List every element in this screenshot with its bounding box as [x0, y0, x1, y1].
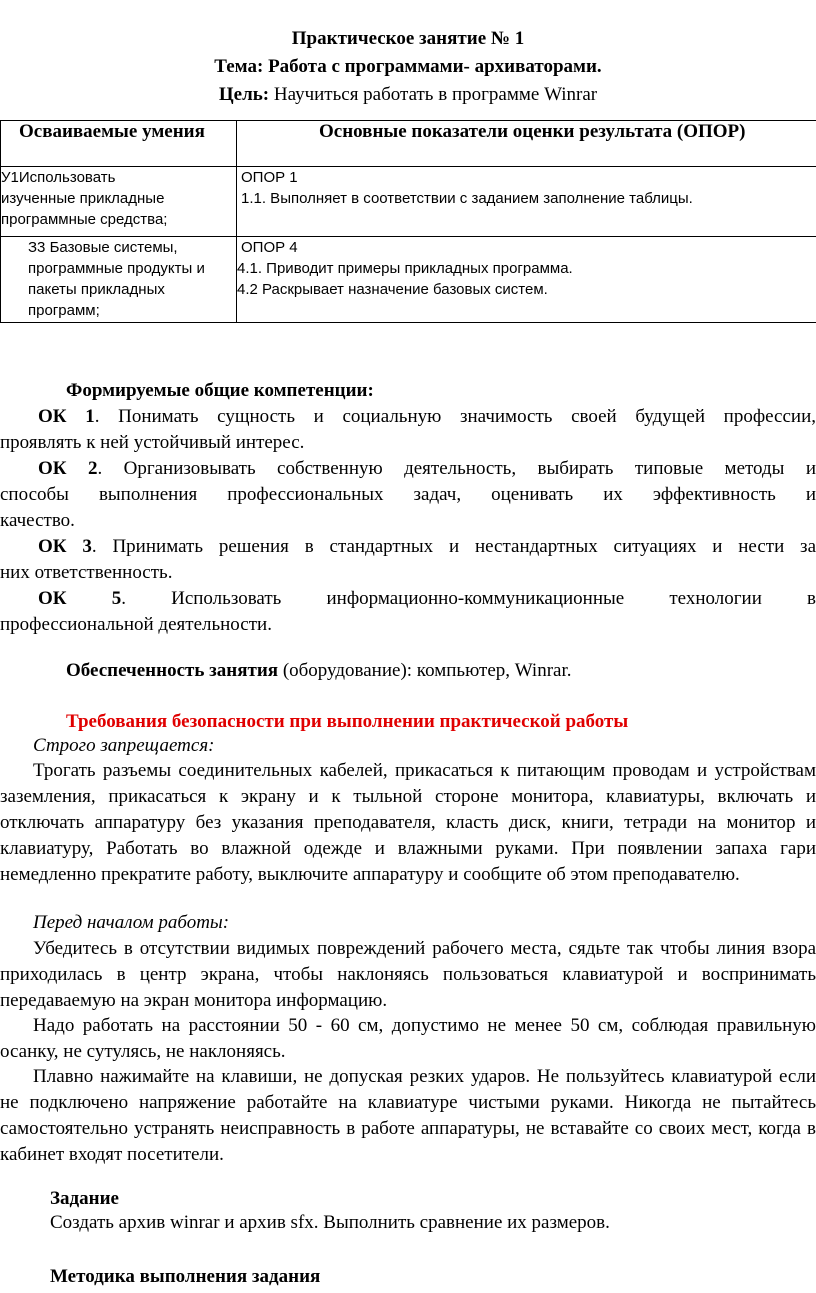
- skill-text: программ;: [28, 302, 100, 319]
- task-text: Создать архив winrar и архив sfx. Выполнить сравнение их размеров.: [50, 1212, 610, 1233]
- ok2-line3: качество.: [0, 510, 75, 531]
- method-heading: Методика выполнения задания: [50, 1266, 321, 1287]
- indicator-cell: [237, 237, 816, 323]
- skill-text: пакеты прикладных: [28, 281, 165, 298]
- skill-text: У1Использовать: [1, 169, 116, 186]
- ok3-line2: них ответственность.: [0, 562, 173, 583]
- skills-table: [0, 120, 816, 323]
- ok5-text: . Использовать информационно-коммуникационные технологии в: [121, 588, 816, 609]
- goal-text: Научиться работать в программе Winrar: [273, 84, 598, 105]
- header-indicators: Основные показатели оценки результата (ОПОР): [237, 121, 816, 167]
- ok5-line1: [0, 588, 816, 610]
- skill-text: программные продукты и: [28, 260, 205, 277]
- skill-text: З3 Базовые системы,: [28, 239, 178, 256]
- skill-text: программные средства;: [1, 211, 168, 228]
- goal-line: [0, 84, 816, 106]
- ok3-text: . Принимать решения в стандартных и нестандартных ситуациях и нести за: [91, 536, 816, 557]
- skill-text: изученные прикладные: [1, 190, 165, 207]
- ok3-line1: [0, 536, 816, 558]
- before-paragraph-3: Плавно нажимайте на клавиши, не допуская резких ударов. Не пользуйтесь клавиатурой если не подключено напряжение работайте на клавиатуре чистыми руками. Никогда не пытайтесь самостоятельно устранять неисправность в работе аппаратуры, не вставайте со своих мест, когда в кабинет входят посетители.: [0, 1066, 816, 1165]
- safety-heading: Требования безопасности при выполнении практической работы: [66, 711, 629, 732]
- theme-text: Работа с программами- архиваторами.: [268, 56, 602, 77]
- ok2-line1: [0, 458, 816, 480]
- table-header-row: [1, 121, 816, 167]
- ok1-line2: проявлять к ней устойчивый интерес.: [0, 432, 305, 453]
- table-row: [1, 237, 816, 323]
- indicator-text: 1.1. Выполняет в соответствии с заданием заполнение таблицы.: [241, 190, 693, 207]
- indicator-text: ОПОР 1: [241, 169, 298, 186]
- page-title: Практическое занятие № 1: [291, 28, 525, 49]
- equipment-line: [66, 660, 806, 682]
- before-paragraph-1: Убедитесь в отсутствии видимых повреждений рабочего места, сядьте так чтобы линия взора приходилась в центр экрана, чтобы наклоняясь пользоваться клавиатурой и воспринимать передаваемую на экран монитора информацию.: [0, 938, 816, 1011]
- task-heading: Задание: [50, 1188, 119, 1209]
- competencies-heading: Формируемые общие компетенции:: [66, 380, 374, 401]
- before-paragraph-2: Надо работать на расстоянии 50 - 60 см, допустимо не менее 50 см, соблюдая правильную осанку, не сутулясь, не наклоняясь.: [0, 1015, 816, 1062]
- forbidden-text: Трогать разъемы соединительных кабелей, прикасаться к питающим проводам и устройствам заземления, прикасаться к экрану и к тыльной стороне монитора, клавиатуры, включать и отключать аппаратуру без указания преподавателя, класть диск, книги, тетради на монитор и клавиатуру, Работать во влажной одежде и влажными руками. При появлении запаха гари немедленно прекратите работу, выключите аппаратуру и сообщите об этом преподавателю.: [0, 760, 816, 885]
- theme-line: [0, 56, 816, 78]
- ok2-code: ОК 2: [38, 458, 98, 479]
- indicator-cell: [237, 167, 816, 237]
- ok5-line2: профессиональной деятельности.: [0, 614, 272, 635]
- ok1-line1: [0, 406, 816, 428]
- theme-label: Тема:: [214, 56, 264, 77]
- forbidden-label: Строго запрещается:: [33, 735, 215, 756]
- equipment-label: Обеспеченность занятия: [66, 660, 279, 681]
- ok5-code: ОК 5: [38, 588, 122, 609]
- header-skills: Осваиваемые умения: [1, 121, 237, 167]
- ok2-text: . Организовывать собственную деятельность, выбирать типовые методы и: [97, 458, 816, 479]
- indicator-text: 4.1. Приводит примеры прикладных программа.: [237, 260, 573, 277]
- ok1-text: . Понимать сущность и социальную значимость своей будущей профессии,: [94, 406, 816, 427]
- indicator-text: ОПОР 4: [241, 239, 298, 256]
- skill-cell: [1, 237, 237, 323]
- table-row: [1, 167, 816, 237]
- before-label: Перед началом работы:: [33, 912, 230, 933]
- goal-label: Цель:: [218, 84, 270, 105]
- equipment-text: (оборудование): компьютер, Winrar.: [278, 660, 572, 681]
- indicator-text: 4.2 Раскрывает назначение базовых систем.: [237, 281, 548, 298]
- ok2-line2: способы выполнения профессиональных задач, оценивать их эффективность и: [0, 484, 816, 505]
- skill-cell: [1, 167, 237, 237]
- ok3-code: ОК 3: [38, 536, 92, 557]
- ok1-code: ОК 1: [38, 406, 95, 427]
